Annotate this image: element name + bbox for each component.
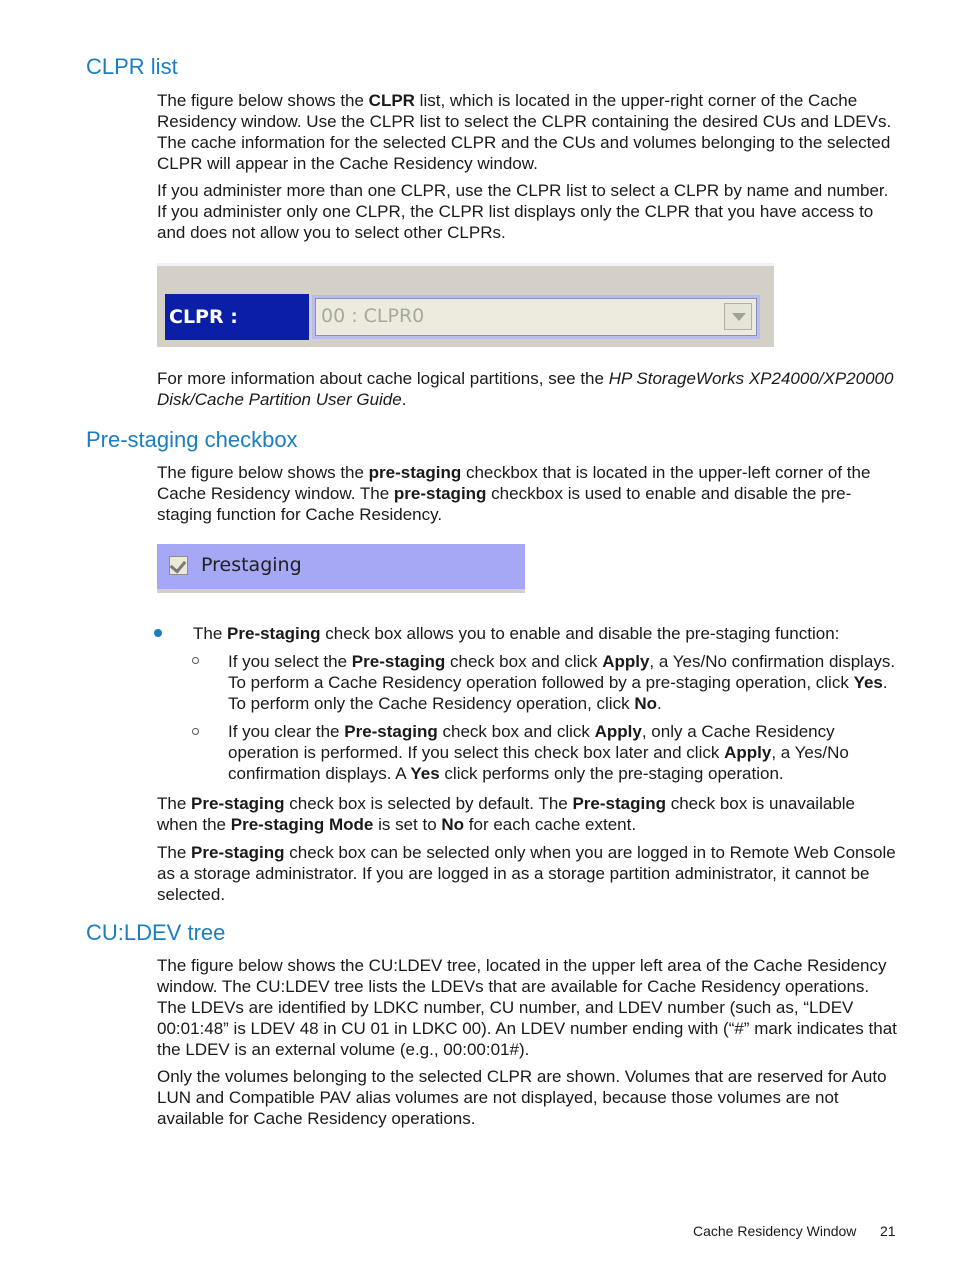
page-number: 21: [880, 1223, 896, 1239]
checkmark-icon: [170, 556, 187, 573]
footer-title: Cache Residency Window: [693, 1223, 857, 1239]
prestaging-sub-item-2: If you clear the Pre-staging check box and click Apply, only a Cache Residency operation is performed. If you select this check box later and click Apply, a Yes/No confirmation displays. A Yes click performs only the pre-staging operation.: [228, 722, 849, 783]
clpr-dropdown[interactable]: [312, 295, 760, 339]
clpr-dropdown-value: 00 : CLPR0: [321, 305, 425, 327]
prestaging-checkbox[interactable]: [169, 556, 188, 575]
prestaging-paragraph-3: The Pre-staging check box can be selected only when you are logged in to Remote Web Console as a storage administrator. If you are logged in as a storage partition administrator, it cannot be selected.: [157, 843, 896, 904]
prestaging-bullet: The Pre-staging check box allows you to enable and disable the pre-staging function:: [193, 624, 840, 643]
prestaging-paragraph-2: The Pre-staging check box is selected by default. The Pre-staging check box is unavailable when the Pre-staging Mode is set to No for each cache extent.: [157, 794, 856, 834]
prestaging-checkbox-label: Prestaging: [201, 554, 302, 576]
section-heading-culdev-tree: CU:LDEV tree: [86, 920, 226, 945]
bullet-icon: [154, 629, 162, 637]
prestaging-paragraph-1: The figure below shows the pre-staging checkbox that is located in the upper-left corner of the Cache Residency window. The pre-staging checkbox is used to enable and disable the pre-staging function for Cache Residency.: [157, 463, 871, 524]
chevron-down-icon[interactable]: [724, 303, 752, 330]
sub-bullet-icon: [192, 657, 199, 664]
clpr-list-figure: [157, 263, 774, 347]
culdev-paragraph-2: Only the volumes belonging to the selected CLPR are shown. Volumes that are reserved for Auto LUN and Compatible PAV alias volumes are not displayed, because those volumes are not available for Cache Residency operations.: [157, 1067, 887, 1128]
section-heading-pre-staging: Pre-staging checkbox: [86, 427, 298, 452]
sub-bullet-icon: [192, 728, 199, 735]
clpr-label: CLPR :: [165, 294, 309, 340]
culdev-paragraph-1: The figure below shows the CU:LDEV tree, located in the upper left area of the Cache Residency window. The CU:LDEV tree lists the LDEVs that are available for Cache Residency operations. The LDEVs are identified by LDKC number, CU number, and LDEV number (such as, “LDEV 00:01:48” is LDEV 48 in CU 01 in LDKC 00). An LDEV number ending with (“#” mark indicates that the LDEV is an external volume (e.g., 00:00:01#).: [157, 956, 897, 1059]
clpr-paragraph-1: The figure below shows the CLPR list, which is located in the upper-right corner of the Cache Residency window. Use the CLPR list to select the CLPR containing the desired CUs and LDEVs. The cache information for the selected CLPR and the CUs and volumes belonging to the selected CLPR will appear in the Cache Residency window.: [157, 91, 892, 173]
clpr-paragraph-3: For more information about cache logical partitions, see the HP StorageWorks XP24000/XP20000 Disk/Cache Partition User Guide.: [157, 369, 894, 409]
clpr-paragraph-2: If you administer more than one CLPR, use the CLPR list to select a CLPR by name and number. If you administer only one CLPR, the CLPR list displays only the CLPR that you have access to and does not allow you to select other CLPRs.: [157, 181, 889, 242]
prestaging-sub-item-1: If you select the Pre-staging check box and click Apply, a Yes/No confirmation displays. To perform a Cache Residency operation followed by a pre-staging operation, click Yes. To perform only the Cache Residency operation, click No.: [228, 652, 896, 713]
section-heading-clpr-list: CLPR list: [86, 54, 178, 79]
prestaging-figure: [157, 544, 525, 593]
